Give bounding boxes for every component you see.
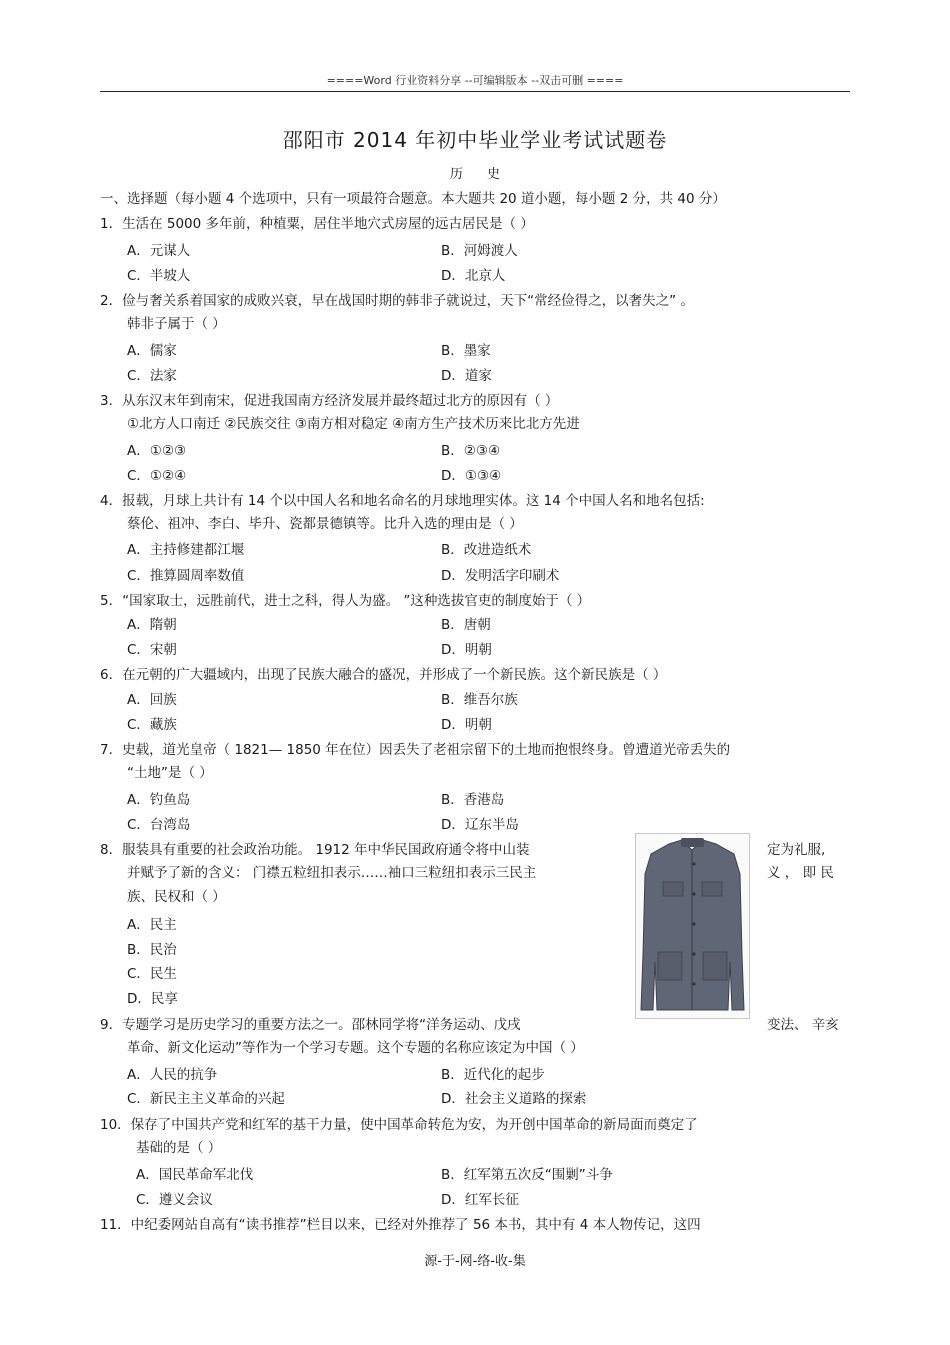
question-6-option-a: A．回族 bbox=[127, 692, 177, 708]
question-1-stem: 1．生活在 5000 多年前，种植粟，居住半地穴式房屋的远古居民是（ ） bbox=[100, 216, 534, 232]
header-rule bbox=[100, 91, 850, 92]
question-3-option-b: B．②③④ bbox=[441, 443, 501, 459]
question-1-option-d: D．北京人 bbox=[441, 268, 506, 284]
question-8-option-d: D．民享 bbox=[127, 991, 178, 1007]
section-heading: 一、选择题（每小题 4 个选项中，只有一项最符合题意。本大题共 20 道小题，每小题 2 分，共 40 分） bbox=[100, 191, 726, 207]
subject-label: 历 史 bbox=[449, 167, 501, 182]
question-10-option-a: A．国民革命军北伐 bbox=[136, 1167, 254, 1183]
question-7-option-c: C．台湾岛 bbox=[127, 817, 191, 833]
question-4-stem: 4．报载，月球上共计有 14 个以中国人名和地名命名的月球地理实体。这 14 个中国人名和地名包括: bbox=[100, 493, 705, 509]
question-2-option-d: D．道家 bbox=[441, 368, 492, 384]
question-5-option-d: D．明朝 bbox=[441, 642, 492, 658]
question-9-option-a: A．人民的抗争 bbox=[127, 1067, 218, 1083]
question-9-stem-right: 变法、 辛亥 bbox=[767, 1017, 839, 1033]
question-2-stem: 2．俭与奢关系着国家的成败兴衰，早在战国时期的韩非子就说过，天下“常经俭得之，以奢失之” 。 bbox=[100, 293, 694, 309]
question-7-option-b: B．香港岛 bbox=[441, 792, 505, 808]
question-3-option-c: C．①②④ bbox=[127, 468, 187, 484]
question-8-option-c: C．民生 bbox=[127, 966, 177, 982]
question-2-option-c: C．法家 bbox=[127, 368, 177, 384]
question-1-option-a: A．元谋人 bbox=[127, 243, 191, 259]
question-5-option-a: A．隋朝 bbox=[127, 617, 177, 633]
page-footer: 源-于-网-络-收-集 bbox=[424, 1254, 526, 1269]
question-10-stem-cont: 基础的是（ ） bbox=[136, 1140, 222, 1156]
question-2-option-a: A．儒家 bbox=[127, 343, 177, 359]
question-8-option-b: B．民治 bbox=[127, 942, 177, 958]
question-6-option-c: C．藏族 bbox=[127, 717, 177, 733]
question-10-option-b: B．红军第五次反“围剿”斗争 bbox=[441, 1167, 613, 1183]
question-4-stem-cont: 蔡伦、祖冲、李白、毕升、瓷都景德镇等。比升入选的理由是（ ） bbox=[127, 516, 523, 532]
question-6-option-b: B．维吾尔族 bbox=[441, 692, 518, 708]
question-1-option-b: B．河姆渡人 bbox=[441, 243, 518, 259]
question-4-option-d: D．发明活字印刷术 bbox=[441, 568, 560, 584]
question-1-option-c: C．半坡人 bbox=[127, 268, 191, 284]
question-8-stem-line2: 并赋予了新的含义： 门襟五粒纽扣表示……袖口三粒纽扣表示三民主 bbox=[127, 865, 537, 881]
question-3-option-a: A．①②③ bbox=[127, 443, 187, 459]
question-10-stem: 10．保存了中国共产党和红军的基干力量，使中国革命转危为安，为开创中国革命的新局面而奠定了 bbox=[100, 1117, 698, 1133]
question-5-option-c: C．宋朝 bbox=[127, 642, 177, 658]
question-3-option-d: D．①③④ bbox=[441, 468, 502, 484]
zhongshan-suit-image bbox=[635, 833, 750, 1019]
question-9-option-c: C．新民主主义革命的兴起 bbox=[127, 1091, 285, 1107]
question-9-stem-line2: 革命、新文化运动”等作为一个学习专题。这个专题的名称应该定为中国（ ） bbox=[127, 1040, 584, 1056]
exam-title: 邵阳市 2014 年初中毕业学业考试试题卷 bbox=[282, 128, 668, 152]
question-7-option-d: D．辽东半岛 bbox=[441, 817, 519, 833]
question-7-stem-cont: “土地”是（ ） bbox=[127, 765, 213, 781]
question-4-option-b: B．改进造纸术 bbox=[441, 542, 532, 558]
question-8-stem: 8．服装具有重要的社会政治功能。 1912 年中华民国政府通令将中山装 bbox=[100, 842, 530, 858]
question-2-stem-cont: 韩非子属于（ ） bbox=[127, 316, 226, 332]
question-3-statements: ①北方人口南迁 ②民族交往 ③南方相对稳定 ④南方生产技术历来比北方先进 bbox=[127, 416, 580, 432]
question-11-stem: 11．中纪委网站自高有“读书推荐”栏目以来，已经对外推荐了 56 本书，其中有 4 本人物传记，这四 bbox=[100, 1217, 701, 1233]
question-9-option-d: D．社会主义道路的探索 bbox=[441, 1091, 587, 1107]
question-8-stem-right: 定为礼服, bbox=[767, 842, 826, 858]
question-6-stem: 6．在元朝的广大疆域内，出现了民族大融合的盛况，并形成了一个新民族。这个新民族是（ ） bbox=[100, 667, 667, 683]
question-5-stem: 5．“国家取士，远胜前代，进士之科，得人为盛。 ”这种选拔官吏的制度始于（ ） bbox=[100, 593, 591, 609]
question-4-option-a: A．主持修建都江堰 bbox=[127, 542, 245, 558]
question-8-option-a: A．民主 bbox=[127, 917, 177, 933]
question-8-stem-line3: 族、民权和（ ） bbox=[127, 889, 226, 905]
question-8-stem-line2-right: 义 ， 即 民 bbox=[767, 865, 834, 881]
question-7-stem: 7．史载，道光皇帝（ 1821— 1850 年在位）因丢失了老祖宗留下的土地而抱恨终身。曾遭道光帝丢失的 bbox=[100, 742, 731, 758]
question-10-option-d: D．红军长征 bbox=[441, 1192, 519, 1208]
question-10-option-c: C．遵义会议 bbox=[136, 1192, 213, 1208]
question-5-option-b: B．唐朝 bbox=[441, 617, 491, 633]
question-2-option-b: B．墨家 bbox=[441, 343, 491, 359]
page-header: ====Word 行业资料分享 --可编辑版本 --双击可删 ==== bbox=[326, 74, 624, 87]
question-9-option-b: B．近代化的起步 bbox=[441, 1067, 545, 1083]
question-6-option-d: D．明朝 bbox=[441, 717, 492, 733]
question-4-option-c: C．推算圆周率数值 bbox=[127, 568, 245, 584]
question-9-stem: 9．专题学习是历史学习的重要方法之一。邵林同学将“洋务运动、戊戌 bbox=[100, 1017, 521, 1033]
question-7-option-a: A．钓鱼岛 bbox=[127, 792, 191, 808]
question-3-stem: 3．从东汉末年到南宋，促进我国南方经济发展并最终超过北方的原因有（ ） bbox=[100, 393, 559, 409]
